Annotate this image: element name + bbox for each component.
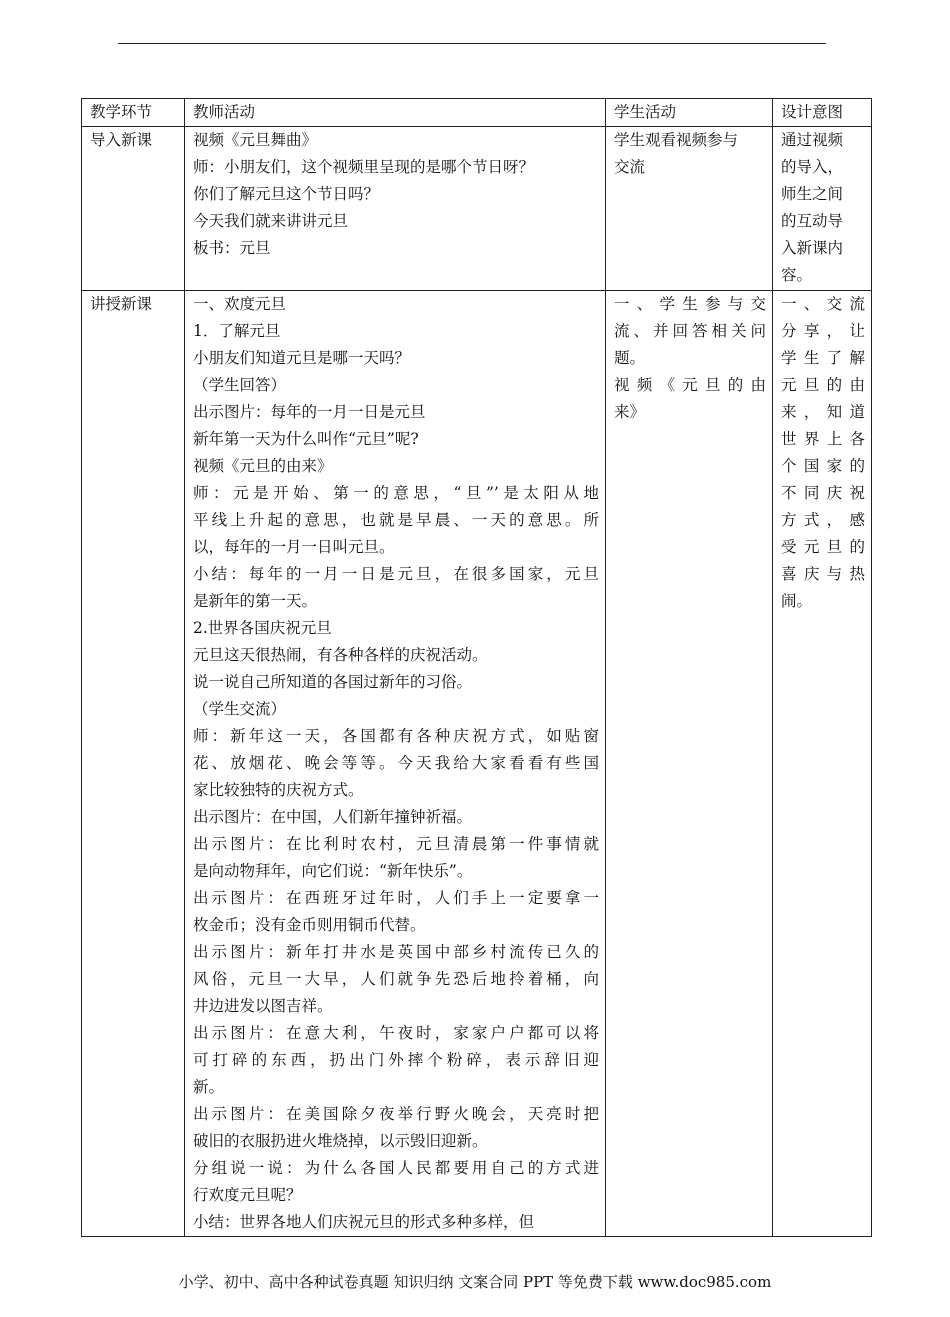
text-line: 一、欢度元旦	[193, 295, 287, 313]
text-line: 出示图片：在中国，人们新年撞钟祈福。	[193, 808, 473, 826]
text-line: 家比较独特的庆祝方式。	[193, 781, 364, 799]
text-line: 师：新年这一天，各国都有各种庆祝方式，如贴窗	[193, 727, 599, 745]
header-student-activity: 学生活动	[606, 99, 773, 127]
text-line: 出示图片：每年的一月一日是元旦	[193, 403, 426, 421]
lesson-plan-table	[81, 98, 872, 1237]
text-line: 受元旦的	[781, 538, 865, 556]
text-line: 元旦这天很热闹，有各种各样的庆祝活动。	[193, 646, 488, 664]
text-line: 闹。	[781, 592, 813, 610]
text-line: 出示图片：在西班牙过年时，人们手上一定要拿一	[193, 889, 599, 907]
text-line: 1．了解元旦	[193, 322, 281, 340]
text-line: 小朋友们知道元旦是哪一天吗？	[193, 349, 411, 367]
text-line: 破旧的衣服扔进火堆烧掉，以示毁旧迎新。	[193, 1132, 488, 1150]
design-intent-cell	[773, 127, 872, 291]
text-line: 世界上各	[781, 430, 865, 448]
text-line: 井边进发以图吉祥。	[193, 997, 333, 1015]
text-line: 的互动导	[781, 212, 844, 230]
text-line: 学生观看视频参与	[614, 131, 739, 149]
table-row-teaching	[82, 291, 872, 1237]
text-line: 元旦的由	[781, 376, 865, 394]
text-line: 以，每年的一月一日叫元旦。	[193, 538, 395, 556]
text-line: 说一说自己所知道的各国过新年的习俗。	[193, 673, 473, 691]
text-line: 题。	[614, 349, 646, 367]
text-line: 一、交流	[781, 295, 865, 313]
text-line: 学生了解	[781, 349, 865, 367]
text-line: 的导入，	[781, 158, 844, 176]
text-line: 新年第一天为什么叫作“元旦”呢?	[193, 430, 419, 448]
footer-text: 小学、初中、高中各种试卷真题 知识归纳 文案合同 PPT 等免费下载 www.doc985.com	[178, 1273, 772, 1291]
text-line: 花、放烟花、晚会等等。今天我给大家看看有些国	[193, 754, 599, 772]
text-line: 容。	[781, 266, 813, 284]
text-line: 板书：元旦	[193, 239, 271, 257]
text-line: 喜庆与热	[781, 565, 865, 583]
text-line: 今天我们就来讲讲元旦	[193, 212, 349, 230]
text-line: 枚金币；没有金币则用铜币代替。	[193, 916, 426, 934]
header-rule	[118, 43, 826, 44]
design-intent-cell	[773, 291, 872, 1237]
header-design-intent: 设计意图	[773, 99, 872, 127]
table-row-intro	[82, 127, 872, 291]
text-line: 来，知道	[781, 403, 865, 421]
student-activity-cell	[606, 291, 773, 1237]
text-line: 出示图片：在意大利，午夜时，家家户户都可以将	[193, 1024, 599, 1042]
text-line: 出示图片：在比利时农村，元旦清晨第一件事情就	[193, 835, 599, 853]
text-line: 方式，感	[781, 511, 865, 529]
text-line: 2.世界各国庆祝元旦	[193, 619, 332, 637]
text-line: 视频《元旦舞曲》	[193, 131, 318, 149]
text-line: 出示图片：在美国除夕夜举行野火晚会，天亮时把	[193, 1105, 599, 1123]
stage-cell: 讲授新课	[82, 291, 185, 1237]
text-line: 视频《元旦的由来》	[193, 457, 333, 475]
text-line: 小结：世界各地人们庆祝元旦的形式多种多样，但	[193, 1213, 535, 1231]
student-activity-cell	[606, 127, 773, 291]
text-line: （学生交流）	[193, 700, 287, 718]
table-header-row	[82, 99, 872, 127]
text-line: 小结：每年的一月一日是元旦，在很多国家，元旦	[193, 565, 599, 583]
teacher-activity-cell	[185, 291, 606, 1237]
text-line: 出示图片：新年打井水是英国中部乡村流传已久的	[193, 943, 599, 961]
text-line: 新。	[193, 1078, 225, 1096]
text-line: 平线上升起的意思，也就是早晨、一天的意思。所	[193, 511, 599, 529]
text-line: 师：小朋友们，这个视频里呈现的是哪个节日呀？	[193, 158, 535, 176]
text-line: 一、学生参与交	[614, 295, 766, 313]
text-line: 是新年的第一天。	[193, 592, 318, 610]
text-line: 不同庆祝	[781, 484, 865, 502]
text-line: 你们了解元旦这个节日吗？	[193, 185, 380, 203]
text-line: 分组说一说：为什么各国人民都要用自己的方式进	[193, 1159, 599, 1177]
text-line: 风俗，元旦一大早，人们就争先恐后地拎着桶，向	[193, 970, 599, 988]
text-line: 来》	[614, 403, 646, 421]
header-teacher-activity: 教师活动	[185, 99, 606, 127]
text-line: 行欢度元旦呢？	[193, 1186, 302, 1204]
text-line: 可打碎的东西，扔出门外摔个粉碎，表示辞旧迎	[193, 1051, 599, 1069]
text-line: 分享，让	[781, 322, 865, 340]
header-stage: 教学环节	[82, 99, 185, 127]
text-line: 入新课内	[781, 239, 844, 257]
stage-cell: 导入新课	[82, 127, 185, 291]
text-line: 师生之间	[781, 185, 844, 203]
text-line: 通过视频	[781, 131, 844, 149]
text-line: 个国家的	[781, 457, 865, 475]
text-line: （学生回答）	[193, 376, 287, 394]
text-line: 师：元是开始、第一的意思，“旦”’是太阳从地	[193, 484, 599, 502]
teacher-activity-cell	[185, 127, 606, 291]
text-line: 视频《元旦的由	[614, 376, 766, 394]
text-line: 交流	[614, 158, 646, 176]
text-line: 是向动物拜年，向它们说：“新年快乐”。	[193, 862, 473, 880]
text-line: 流、并回答相关问	[614, 322, 766, 340]
